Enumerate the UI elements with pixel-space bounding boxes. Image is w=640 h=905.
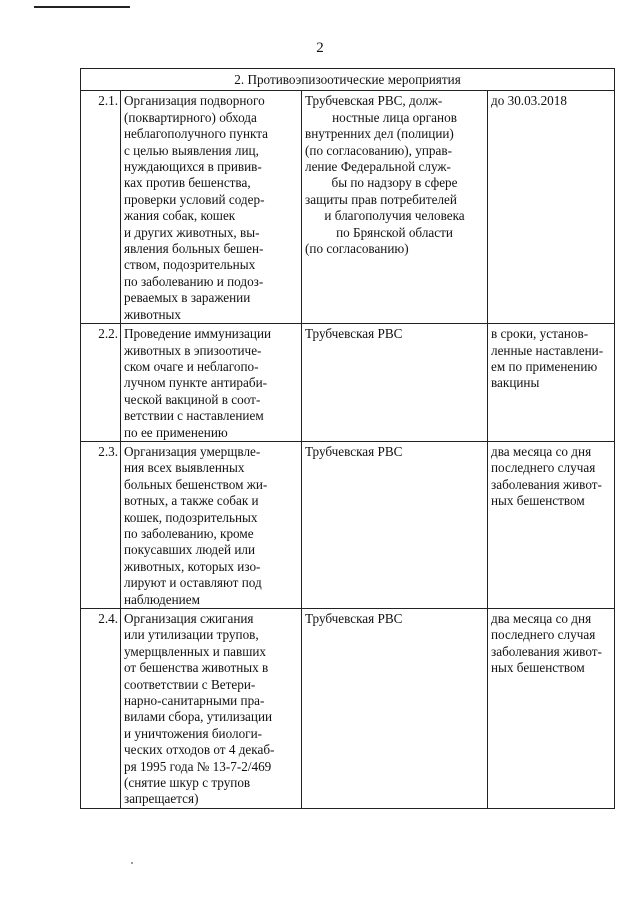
section-header-row (81, 69, 615, 91)
action-cell (121, 609, 302, 809)
deadline-cell (488, 324, 615, 442)
action-line: жания собак, кошек (124, 208, 236, 224)
action-line: и уничтожения биологи- (124, 725, 263, 741)
deadline-line: заболевания живот- (491, 476, 602, 492)
table-row (81, 609, 615, 809)
action-line: кошек, подозрительных (124, 509, 258, 525)
section-title: 2. Противоэпизоотические мероприятия (81, 69, 615, 91)
action-line: и других животных, вы- (124, 224, 260, 240)
action-line: лучном пункте антираби- (124, 375, 268, 391)
action-line: с целью выявления лиц, (124, 142, 259, 158)
page-number: 2 (316, 40, 324, 56)
responsible-line: защиты прав потребителей (305, 191, 457, 207)
action-line: Организация сжигания (124, 611, 254, 626)
action-line: вотных, а также собак и (124, 493, 259, 509)
action-cell (121, 441, 302, 608)
responsible-line: (по согласованию) (305, 241, 409, 257)
action-line: Организация умерщвле- (124, 443, 261, 459)
action-line: (поквартирного) обхода (124, 109, 257, 125)
table-row (81, 324, 615, 442)
deadline-line: заболевания живот- (491, 643, 602, 659)
action-line: проверки условий содер- (124, 191, 265, 207)
action-line: или утилизации трупов, (124, 627, 259, 643)
action-line: ством, подозрительных (124, 257, 256, 273)
action-line: умерщвленных и павших (124, 643, 267, 659)
scan-edge-mark (34, 6, 130, 8)
action-line: лируют и оставляют под (124, 575, 262, 591)
row-number: 2.3. (81, 441, 121, 608)
responsible-line: Трубчевская РВС (305, 611, 403, 626)
action-line: по заболеванию, кроме (124, 525, 254, 541)
action-line: покусавших людей или (124, 542, 256, 558)
action-line: (снятие шкур с трупов (124, 775, 251, 791)
action-line: животных в эпизоотиче- (124, 342, 262, 358)
responsible-line: ностные лица органов (332, 109, 457, 125)
table-row (81, 91, 615, 324)
measures-table (80, 68, 615, 809)
action-cell (121, 91, 302, 324)
responsible-line: Трубчевская РВС (305, 443, 403, 459)
action-line: от бешенства животных в (124, 660, 269, 676)
responsible-cell (302, 91, 488, 324)
action-cell (121, 324, 302, 442)
deadline-line: до 30.03.2018 (491, 93, 567, 109)
responsible-cell (302, 324, 488, 442)
responsible-line: внутренних дел (полиции) (305, 126, 454, 142)
action-line: животных, которых изо- (124, 558, 261, 574)
action-line: ках против бешенства, (124, 175, 251, 191)
responsible-line: Трубчевская РВС (305, 326, 403, 342)
deadline-line: ем по применению (491, 358, 598, 374)
row-number: 2.1. (81, 91, 121, 324)
row-number: 2.2. (81, 324, 121, 442)
deadline-line: два месяца со дня (491, 611, 592, 626)
action-line: по заболеванию и подоз- (124, 273, 264, 289)
table-row (81, 441, 615, 608)
responsible-line: по Брянской области (336, 224, 453, 240)
action-line: ческой вакциной в соот- (124, 391, 261, 407)
deadline-line: ных бешенством (491, 493, 585, 509)
action-line: наблюдением (124, 591, 200, 607)
action-line: нуждающихся в привив- (124, 159, 262, 175)
action-line: больных бешенством жи- (124, 476, 268, 492)
deadline-line: ных бешенством (491, 660, 585, 676)
action-line: явления больных бешен- (124, 241, 264, 257)
row-number: 2.4. (81, 609, 121, 809)
action-line: ческих отходов от 4 декаб- (124, 742, 275, 758)
action-line: Проведение иммунизации (124, 326, 272, 342)
responsible-line: бы по надзору в сфере (331, 175, 458, 191)
responsible-line: (по согласованию), управ- (305, 142, 452, 158)
deadline-line: вакцины (491, 375, 540, 391)
action-line: вилами сбора, утилизации (124, 709, 273, 725)
deadline-line: последнего случая (491, 627, 596, 643)
action-line: соответствии с Ветери- (124, 676, 256, 692)
deadline-cell (488, 91, 615, 324)
responsible-line: и благополучия человека (324, 208, 465, 224)
action-line: ветствии с наставлением (124, 408, 264, 424)
action-line: по ее применению (124, 424, 228, 440)
deadline-line: последнего случая (491, 460, 596, 476)
action-line: ния всех выявленных (124, 460, 245, 476)
scan-speck (131, 862, 133, 864)
action-line: запрещается) (124, 791, 199, 807)
responsible-cell (302, 441, 488, 608)
deadline-cell (488, 609, 615, 809)
deadline-line: в сроки, установ- (491, 326, 589, 342)
action-line: нарно-санитарными пра- (124, 693, 265, 709)
action-line: Организация подворного (124, 93, 265, 109)
deadline-line: два месяца со дня (491, 443, 592, 459)
action-line: реваемых в заражении (124, 290, 251, 306)
responsible-cell (302, 609, 488, 809)
action-line: животных (124, 306, 181, 322)
responsible-line: Трубчевская РВС, долж- (305, 93, 443, 109)
deadline-cell (488, 441, 615, 608)
action-line: ря 1995 года № 13-7-2/469 (124, 758, 272, 774)
responsible-line: ление Федеральной служ- (305, 159, 451, 175)
action-line: ском очаге и неблагопо- (124, 358, 259, 374)
deadline-line: ленные наставлени- (491, 342, 604, 358)
action-line: неблагополучного пункта (124, 126, 269, 142)
